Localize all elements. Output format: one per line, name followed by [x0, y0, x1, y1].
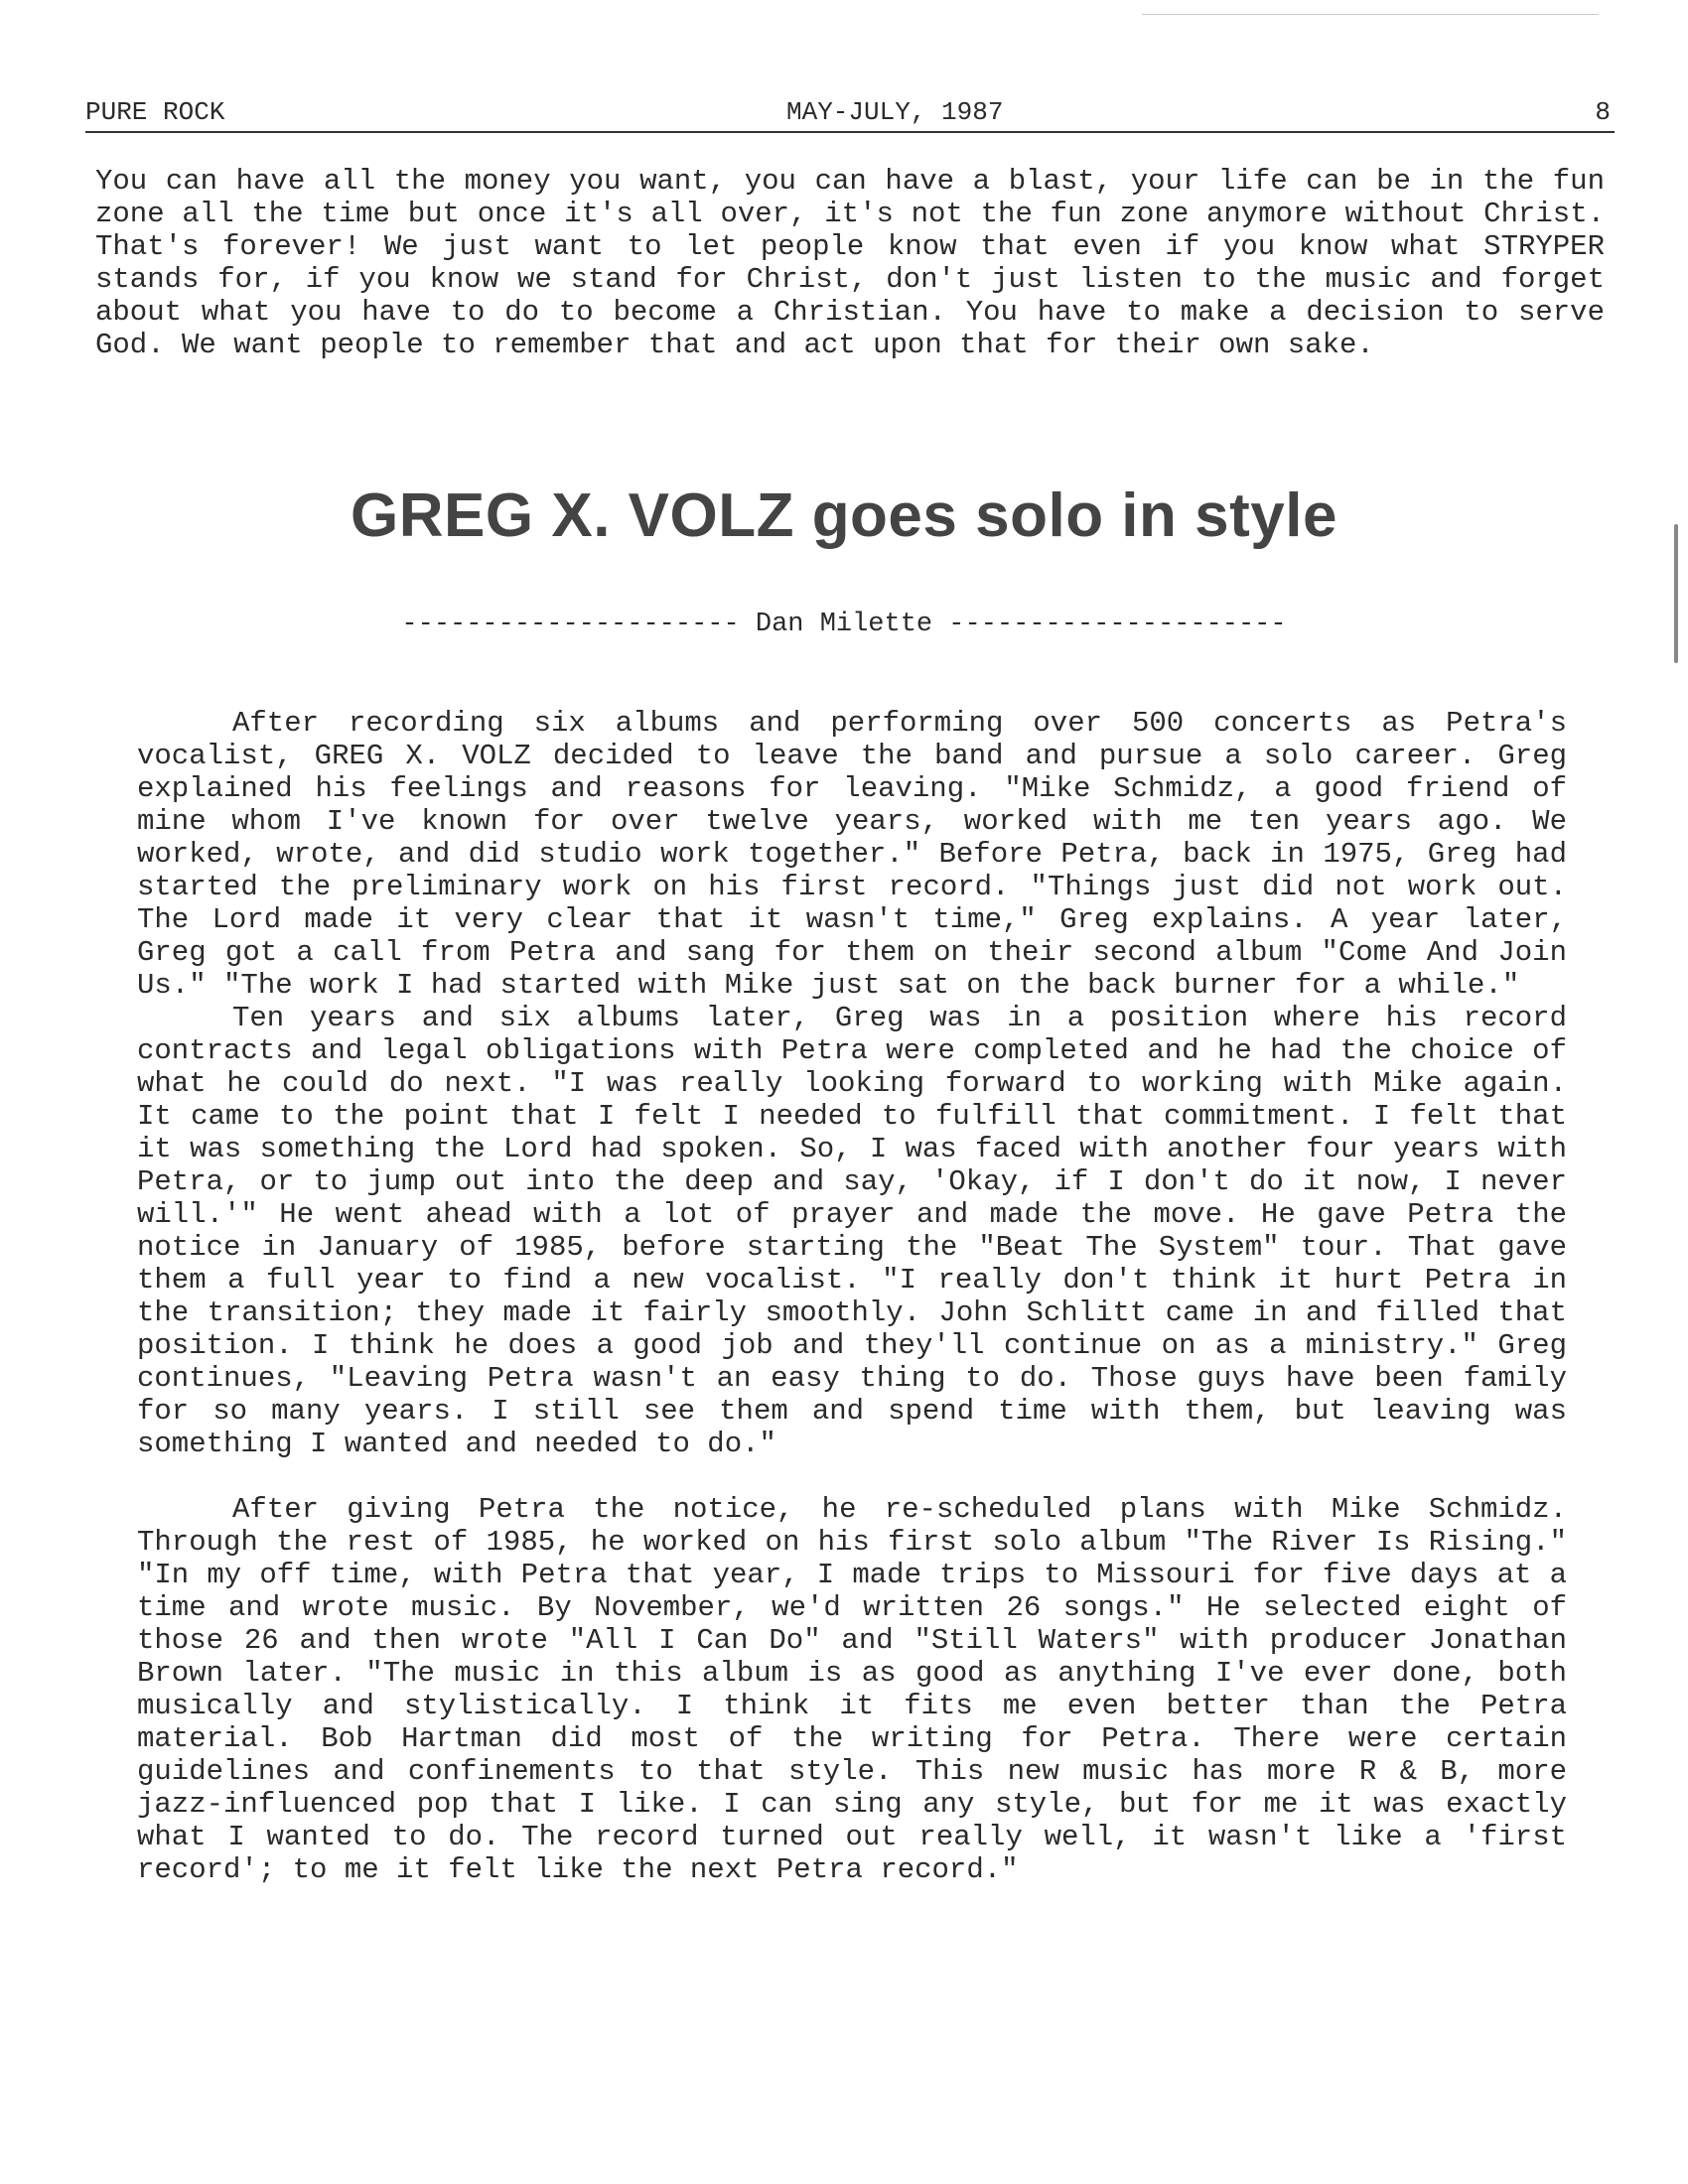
article-paragraph: Ten years and six albums later, Greg was in a position where his record contracts and legal obligations with Petra were completed and he had the choice of what he could do next. "I was really looking forward to working with Mike again. It came to the point that I felt I needed to fulfill that commitment. I felt that it was something the Lord had spoken. So, I was faced with another four years with Petra, or to jump out into the deep and say, 'Okay, if I don't do it now, I never will.'" He went ahead with a lot of prayer and made the move. He gave Petra the notice in January of 1985, before starting the "Beat The System" tour. That gave them a full year to find a new vocalist. "I really don't think it hurt Petra in the transition; they made it fairly smoothly. John Schlitt came in and filled that position. I think he does a good job and they'll continue on as a ministry." Greg continues, "Leaving Petra wasn't an easy thing to do. Those guys have been family for so many years. I still see them and spend time with them, but leaving was something I wanted and needed to do."	[137, 1002, 1567, 1460]
scan-edge-mark	[1674, 524, 1678, 663]
page-header	[85, 95, 1615, 133]
article-paragraph: After recording six albums and performing over 500 concerts as Petra's vocalist, GREG X. VOLZ decided to leave the band and pursue a solo career. Greg explained his feelings and reasons for leaving. "Mike Schmidz, a good friend of mine whom I've known for over twelve years, worked with me ten years ago. We worked, wrote, and did studio work together." Before Petra, back in 1975, Greg had started the preliminary work on his first record. "Things just did not work out. The Lord made it very clear that it wasn't time," Greg explains. A year later, Greg got a call from Petra and sang for them on their second album "Come And Join Us." "The work I had started with Mike just sat on the back burner for a while."	[137, 707, 1567, 1002]
article-title: GREG X. VOLZ goes solo in style	[351, 481, 1337, 550]
page-number: 8	[1595, 97, 1611, 127]
issue-date: MAY-JULY, 1987	[786, 97, 1004, 127]
article-byline: --------------------- Dan Milette ---------------------	[401, 610, 1287, 639]
publication-name: PURE ROCK	[85, 97, 225, 127]
article-body	[137, 707, 1567, 1886]
scan-artifact-line	[1142, 14, 1599, 15]
article-paragraph: After giving Petra the notice, he re-scheduled plans with Mike Schmidz. Through the rest of 1985, he worked on his first solo album "The River Is Rising." "In my off time, with Petra that year, I made trips to Missouri for five days at a time and wrote music. By November, we'd written 26 songs." He selected eight of those 26 and then wrote "All I Can Do" and "Still Waters" with producer Jonathan Brown later. "The music in this album is as good as anything I've ever done, both musically and stylistically. I think it fits me even better than the Petra material. Bob Hartman did most of the writing for Petra. There were certain guidelines and confinements to that style. This new music has more R & B, more jazz-influenced pop that I like. I can sing any style, but for me it was exactly what I wanted to do. The record turned out really well, it wasn't like a 'first record'; to me it felt like the next Petra record."	[137, 1493, 1567, 1886]
intro-paragraph: You can have all the money you want, you can have a blast, your life can be in the fun zone all the time but once it's all over, it's not the fun zone anymore without Christ. That's forever! We just want to let people know that even if you know what STRYPER stands for, if you know we stand for Christ, don't just listen to the music and forget about what you have to do to become a Christian. You have to make a decision to serve God. We want people to remember that and act upon that for their own sake.	[95, 165, 1605, 361]
